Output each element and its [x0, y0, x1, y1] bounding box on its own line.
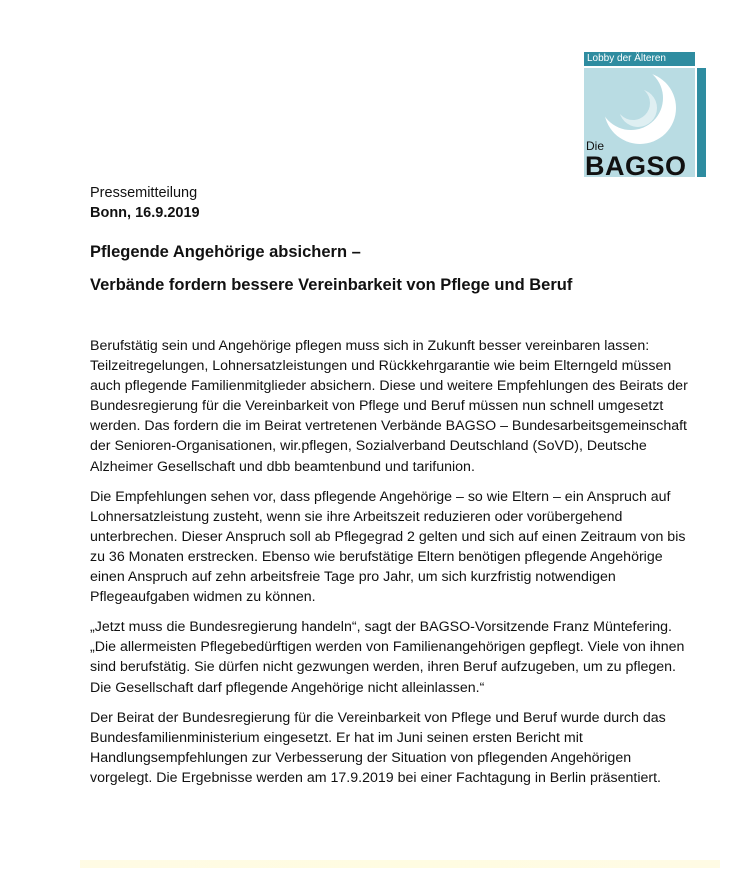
headline-line-2: Verbände fordern bessere Vereinbarkeit von Pflege und Beruf [90, 276, 573, 294]
paragraph: Der Beirat der Bundesregierung für die Vereinbarkeit von Pflege und Beruf wurde durch das Bundesfamilienministerium eingesetzt. Er hat im Juni seinen ersten Bericht mit Handlungsempfehlungen zur Verbesserung der Situation von pflegenden Angehörigen vorgelegt. Die Ergebnisse werden am 17.9.2019 bei einer Fachtagung in Berlin präsentiert. [90, 709, 666, 786]
paragraph: Die Empfehlungen sehen vor, dass pflegende Angehörige – so wie Eltern – ein Anspruch auf Lohnersatzleistung zusteht, wenn sie ihre Arbeitszeit reduzieren oder vorübergehend unterbrechen. Dieser Anspruch soll ab Pflegegrad 2 gelten und sich auf einen Zeitraum von bis zu 36 Monaten erstrecken. Ebenso wie berufstätige Eltern benötigen pflegende Angehörige einen Anspruch auf zehn arbeitsfreie Tage pro Jahr, um sich kurzfristig notwendigen Pflegeaufgaben widmen zu können. [90, 488, 686, 606]
logo-prefix: Die [586, 139, 605, 153]
page-bottom-edge [80, 860, 720, 868]
logo-name: BAGSO [585, 151, 687, 177]
bagso-logo [584, 52, 707, 177]
paragraph: „Jetzt muss die Bundesregierung handeln“, sagt der BAGSO-Vorsitzende Franz Müntefering. „Die allermeisten Pflegebedürftigen werden von Familienangehörigen gepflegt. Viele von ihnen sind berufstätig. Sie dürfen nicht gezwungen werden, ihren Beruf aufzugeben, um zu pflegen. Die Gesellschaft darf pflegende Angehörige nicht alleinlassen.“ [90, 619, 685, 696]
document-meta [90, 183, 200, 223]
logo-side-bar [697, 68, 706, 177]
logo-tagline: Lobby der Älteren [584, 52, 695, 66]
press-release-body [90, 336, 690, 798]
document-type: Pressemitteilung [90, 185, 198, 201]
paragraph: Berufstätig sein und Angehörige pflegen muss sich in Zukunft besser vereinbaren lassen: Teilzeitregelungen, Lohnersatzleistungen und Rückkehrgarantie wie beim Elterngeld müssen auch pflegende Familienmitglieder absichern. Diese und weitere Empfehlungen des Beirats der Bundesregierung für die Vereinbarkeit von Pflege und Beruf müssen nun schnell umgesetzt werden. Das fordern die im Beirat vertretenen Verbände BAGSO – Bundesarbeitsgemeinschaft der Senioren-Organisationen, wir.pflegen, Sozialverband Deutschland (SoVD), Deutsche Alzheimer Gesellschaft und dbb beamtenbund und tarifunion. [90, 338, 688, 475]
place-date: Bonn, 16.9.2019 [90, 205, 200, 221]
logo-emblem [584, 68, 695, 177]
headline-line-1: Pflegende Angehörige absichern – [90, 243, 361, 261]
